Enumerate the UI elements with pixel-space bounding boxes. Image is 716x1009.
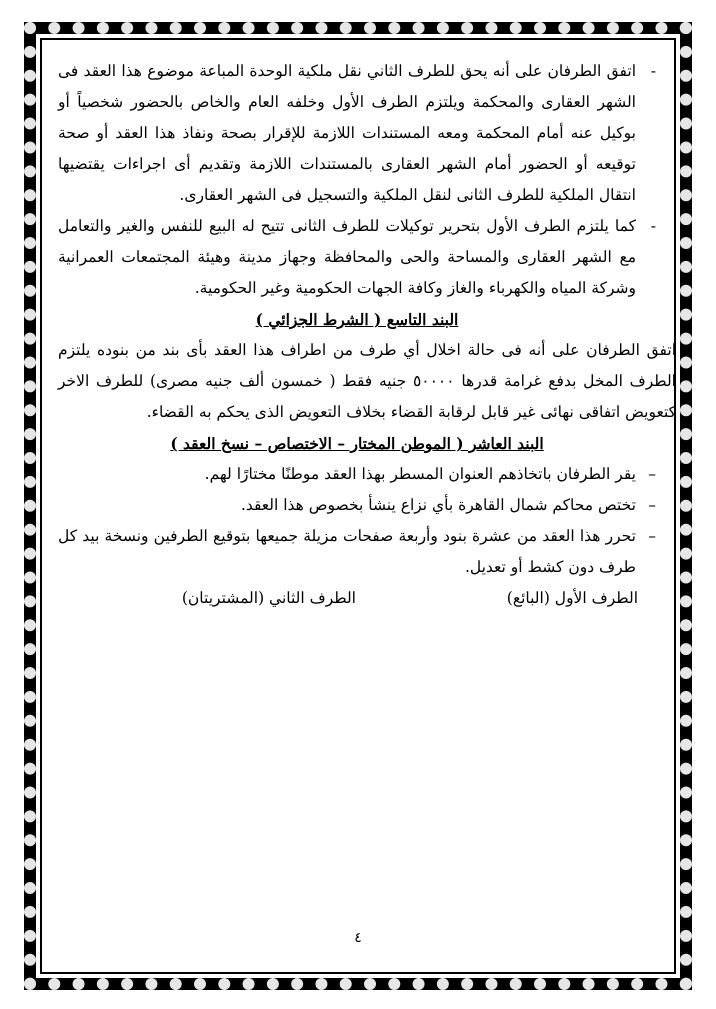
first-party-signature-label: الطرف الأول (البائع) [506,589,638,607]
section9-heading: البند التاسع ( الشرط الجزائي ) [255,310,459,329]
page-number: ٤ [354,930,362,946]
bullet-dash: - [650,217,656,235]
clause-power-of-attorney [58,211,656,304]
clause-text: تختص محاكم شمال القاهرة بأي نزاع ينشأ بخصوص هذا العقد. [240,496,636,514]
section10-item-copies [58,521,656,583]
bullet-dash: - [650,62,656,80]
bullet-dash: – [648,465,656,483]
clause-text: تحرر هذا العقد من عشرة بنود وأربعة صفحات مزيلة جميعها بتوقيع الطرفين ونسخة بيد كل طرف دون كشط أو تعديل. [58,527,636,576]
clause-text: يقر الطرفان باتخاذهم العنوان المسطر بهذا العقد موطنًا مختارًا لهم. [204,465,636,483]
clause-text: اتفق الطرفان على أنه يحق للطرف الثاني نقل ملكية الوحدة المباعة موضوع هذا العقد فى الشهر العقارى والمحكمة ويلتزم الطرف الأول وخلفه العام والخاص بالحضور شخصياً أو بوكيل عنه أمام المحكمة ومعه المستندات اللازمة للإقرار بصحة ونفاذ هذا العقد أو صحة توقيعه أو الحضور أمام الشهر العقارى بالمستندات اللازمة وتقديم أى اجراءات يقتضيها انتقال الملكية للطرف الثانى لنقل الملكية والتسجيل فى الشهر العقارى. [58,62,636,204]
section9-text: اتفق الطرفان على أنه فى حالة اخلال أي طرف من اطراف هذا العقد بأى بند من بنوده يلتزم الطرف المخل بدفع غرامة قدرها ٥٠٠٠٠ جنيه فقط ( خمسون ألف جنيه مصرى) للطرف الاخر كتعويض اتفاقى نهائى غير قابل لرقابة القضاء بخلاف التعويض الذى يحكم به القضاء. [58,341,676,421]
bullet-dash: – [648,496,656,514]
clause-text: كما يلتزم الطرف الأول بتحرير توكيلات للطرف الثانى تتيح له البيع للنفس والغير والتعامل مع الشهر العقارى والمساحة والحى والمحافظة وجهاز مدينة وهيئة المجتمعات العمرانية وشركة المياه والكهرباء والغاز وكافة الجهات الحكومية وغير الحكومية. [58,217,636,297]
clause-transfer-ownership [58,56,656,211]
bullet-dash: – [648,527,656,545]
section10-item-domicile [58,459,656,490]
second-party-signature-label: الطرف الثاني (المشتريتان) [181,589,356,607]
section10-heading: البند العاشر ( الموطن المختار – الاختصاص – نسخ العقد ) [170,434,544,453]
signature-block [58,583,656,614]
contract-content [58,56,676,614]
section10-item-jurisdiction [58,490,656,521]
